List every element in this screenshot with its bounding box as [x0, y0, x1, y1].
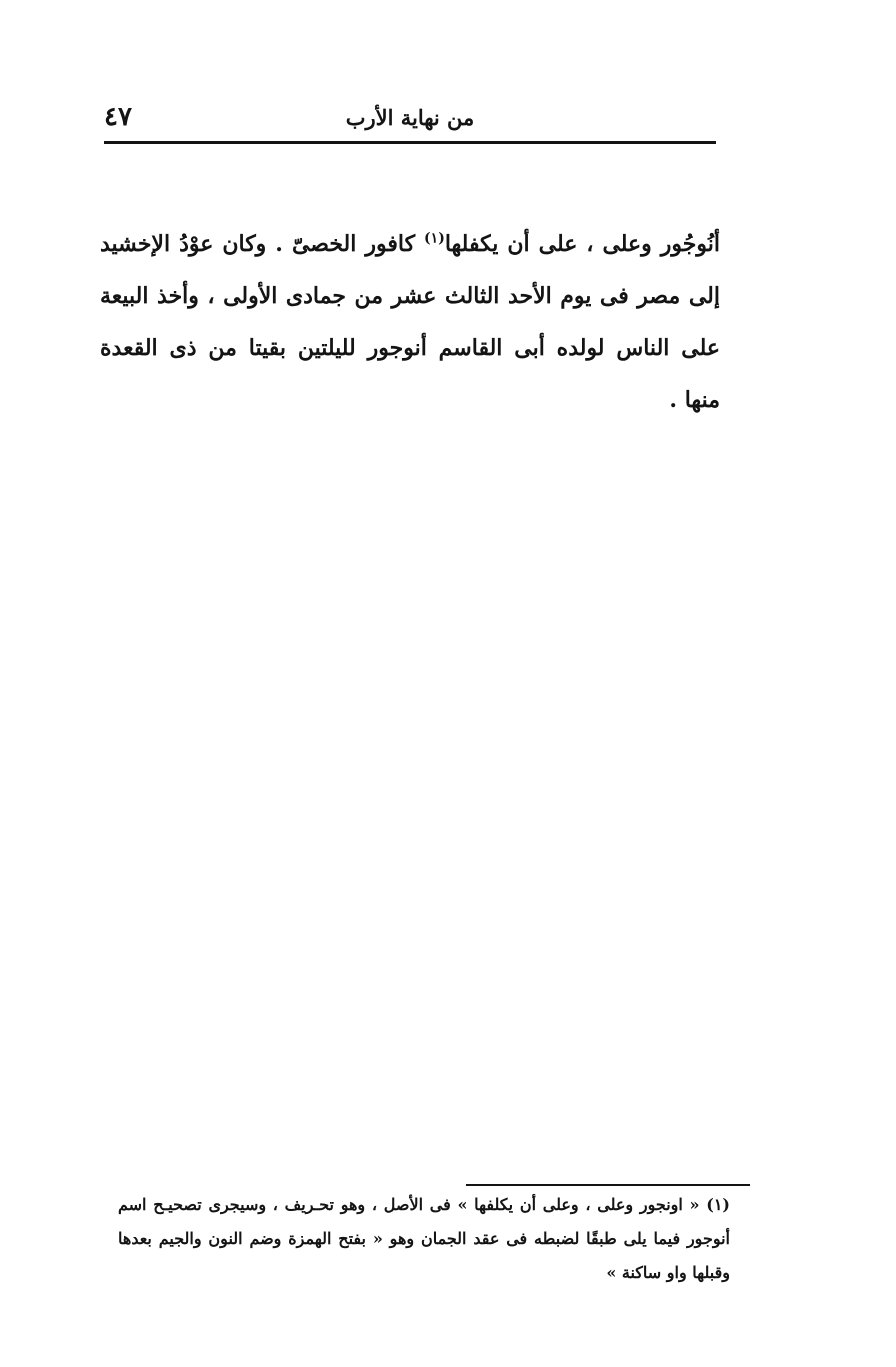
- footnote-rule: [466, 1184, 750, 1186]
- header-rule: [104, 141, 716, 144]
- page-header: [104, 100, 716, 136]
- text-line-1-start: أنُوجُور وعلى ، على أن يكفلها: [444, 231, 720, 257]
- text-line-2: مصر فى يوم الأحد الثالث عشر من جمادى الأولى ، وأخذ البيعة على: [100, 283, 720, 361]
- main-paragraph: [100, 218, 720, 426]
- text-line-1-end: كافور الخصىّ . وكان عوْدُ الإخشيد إلى: [100, 231, 720, 309]
- footnote-reference: (١): [424, 230, 445, 247]
- footnote-text: (١) « اونجور وعلى ، وعلى أن يكلفها » فى الأصل ، وهو تحـريف ، وسيجرى تصحيـح اسم أنوجور فيما يلى طبقًا لضبطه فى عقد الجمان وهو « بفتح الهمزة وضم النون والجيم بعدها وقبلها واو ساكنة »: [118, 1195, 731, 1282]
- running-title: من نهاية الأرب: [345, 105, 475, 130]
- footnote: [118, 1188, 730, 1290]
- page-number: ٤٧: [104, 102, 132, 132]
- text-line-3: الناس لولده أبى القاسم أنوجور لليلتين بقيتا من ذى القعدة منها .: [100, 335, 720, 413]
- main-text: [100, 218, 720, 426]
